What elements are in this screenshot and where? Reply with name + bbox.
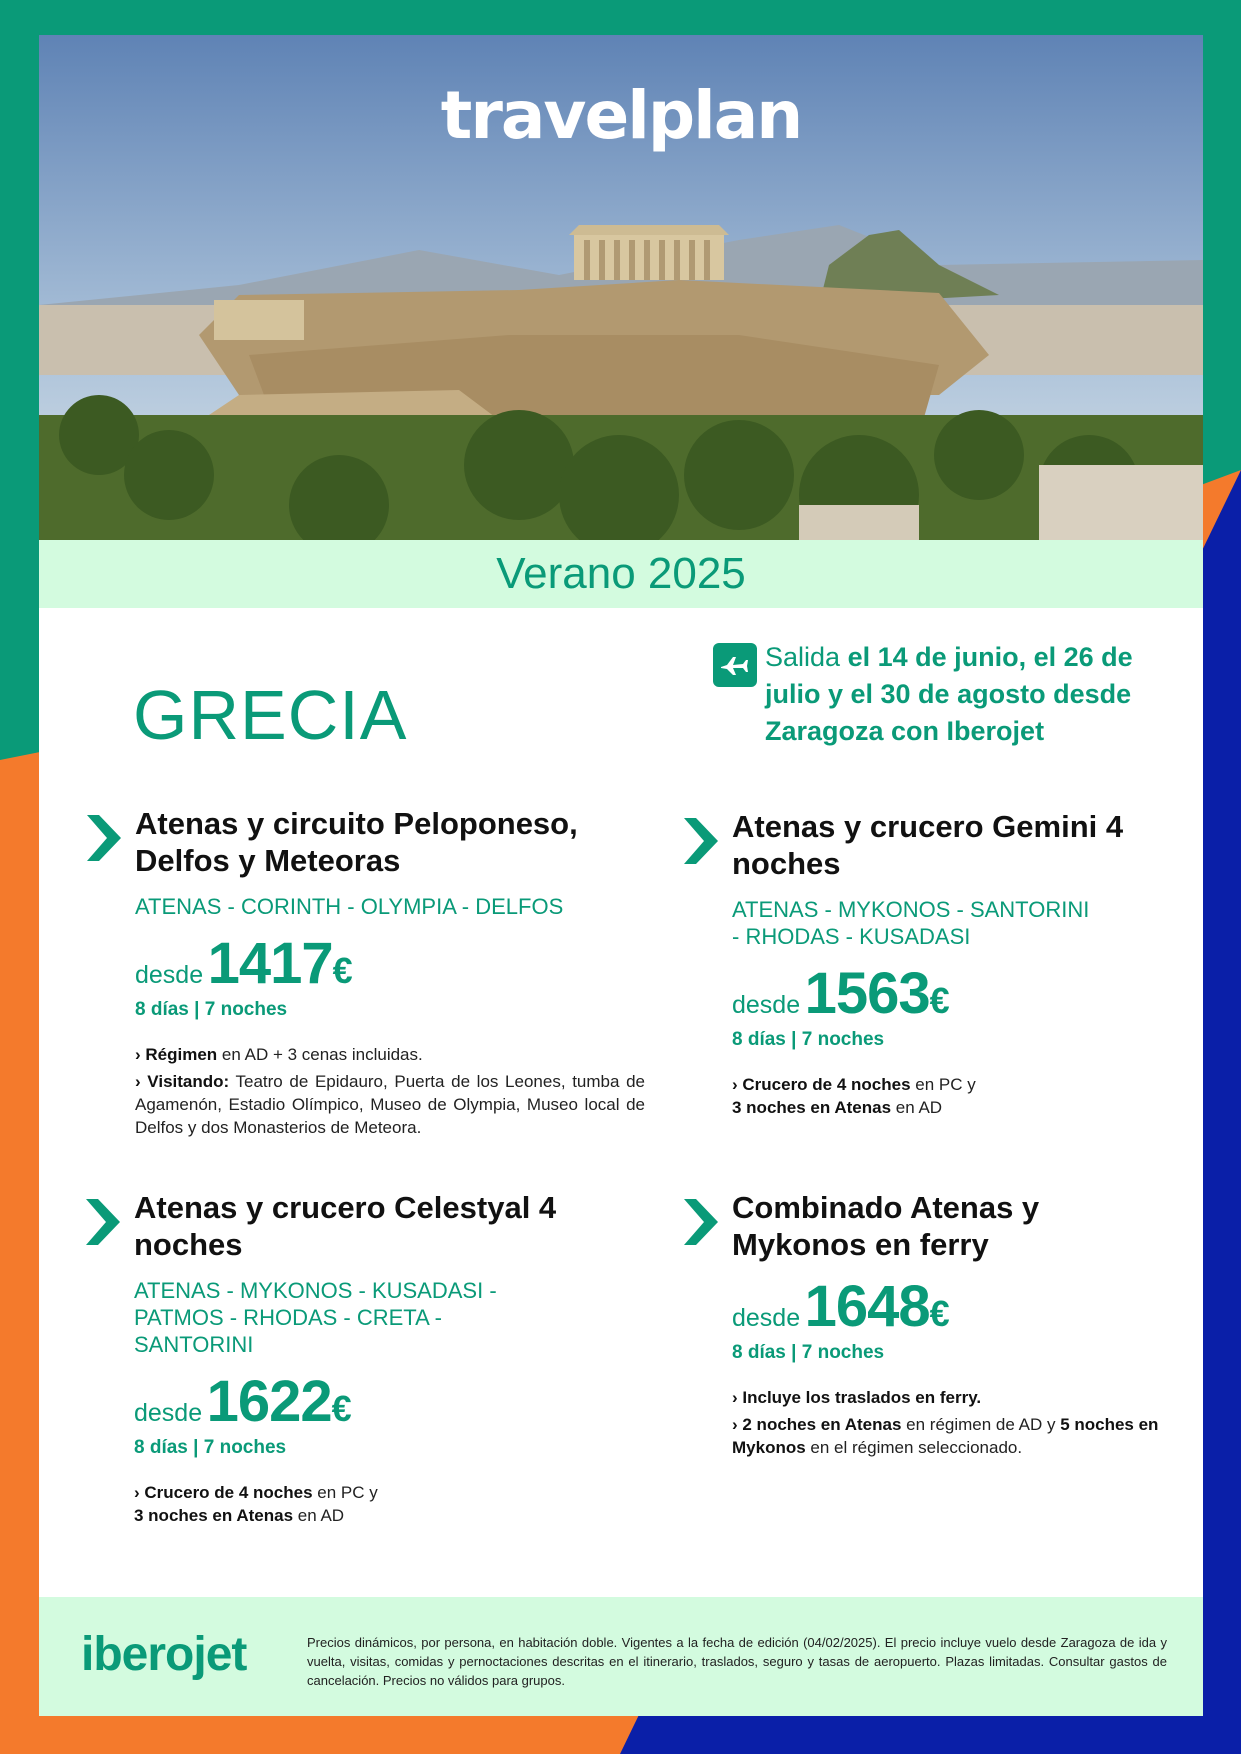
trip-title: Atenas y crucero Gemini 4 noches (732, 809, 1124, 881)
trip-route: ATENAS - MYKONOS - SANTORINI - RHODAS - KUSADASI (732, 897, 1090, 949)
trip-card-gemini (682, 808, 1182, 1123)
country-title: GRECIA (133, 676, 408, 754)
trip-title: Combinado Atenas y Mykonos en ferry (732, 1190, 1040, 1262)
footer-bar (39, 1597, 1203, 1716)
trip-card-peloponeso (85, 805, 645, 1143)
trip-card-celestyal (84, 1189, 644, 1531)
travelplan-logo: travelplan (440, 77, 802, 154)
chevron-right-icon (85, 811, 125, 865)
hero-image-acropolis (39, 35, 1203, 540)
trip-card-ferry (682, 1189, 1202, 1463)
chevron-right-icon (84, 1195, 124, 1249)
price-amount: 1622 (206, 1369, 332, 1434)
trip-title: Atenas y crucero Celestyal 4 noches (134, 1190, 557, 1262)
departure-info (713, 639, 1183, 750)
trip-duration: 8 días | 7 noches (135, 999, 288, 1020)
trip-price: desde 1417€ (135, 931, 353, 996)
trip-details: › Crucero de 4 noches en PC y 3 noches en Atenas en AD (732, 1075, 976, 1117)
season-banner: Verano 2025 (39, 540, 1203, 608)
price-amount: 1648 (804, 1274, 930, 1339)
departure-dates: el 14 de junio, el 26 de julio y el 30 de agosto desde Zaragoza con Iberojet (765, 642, 1133, 746)
chevron-right-icon (682, 814, 722, 868)
flyer-card (39, 35, 1203, 1716)
trip-route: ATENAS - CORINTH - OLYMPIA - DELFOS (135, 894, 564, 919)
trip-duration: 8 días | 7 noches (732, 1029, 885, 1050)
trip-price: desde 1563€ (732, 961, 950, 1026)
trip-duration: 8 días | 7 noches (732, 1342, 885, 1363)
trip-details: › Crucero de 4 noches en PC y 3 noches en Atenas en AD (134, 1483, 378, 1525)
legal-notice: Precios dinámicos, por persona, en habitación doble. Vigentes a la fecha de edición (04/02/2025). El precio incluye vuelo desde Zaragoza de ida y vuelta, visitas, comidas y pernoctaciones descritas en el itinerario, traslados, seguro y tasas de aeropuerto. Plazas limitadas. Consultar gastos de cancelación. Precios no válidos para grupos. (307, 1635, 1167, 1688)
price-amount: 1563 (804, 961, 930, 1026)
plane-icon (713, 643, 757, 687)
trip-route: ATENAS - MYKONOS - KUSADASI - PATMOS - RHODAS - CRETA - SANTORINI (134, 1278, 497, 1357)
price-amount: 1417 (207, 931, 333, 996)
iberojet-logo: iberojet (81, 1628, 247, 1681)
chevron-right-icon (682, 1195, 722, 1249)
trip-price: desde 1622€ (134, 1369, 352, 1434)
trip-details: › Incluye los traslados en ferry. › 2 noches en Atenas en régimen de AD y 5 noches en Mykonos en el régimen seleccionado. (732, 1388, 1159, 1457)
trip-duration: 8 días | 7 noches (134, 1437, 287, 1458)
trip-title: Atenas y circuito Peloponeso, Delfos y Meteoras (135, 806, 578, 878)
trip-details: › Régimen en AD + 3 cenas incluidas. › Visitando: Teatro de Epidauro, Puerta de los Leones, tumba de Agamenón, Estadio Olímpico, Museo de Olympia, Museo local de Delfos y dos Monasterios de Meteora. (135, 1045, 645, 1137)
trip-price: desde 1648€ (732, 1274, 950, 1339)
departure-prefix: Salida (765, 642, 841, 672)
